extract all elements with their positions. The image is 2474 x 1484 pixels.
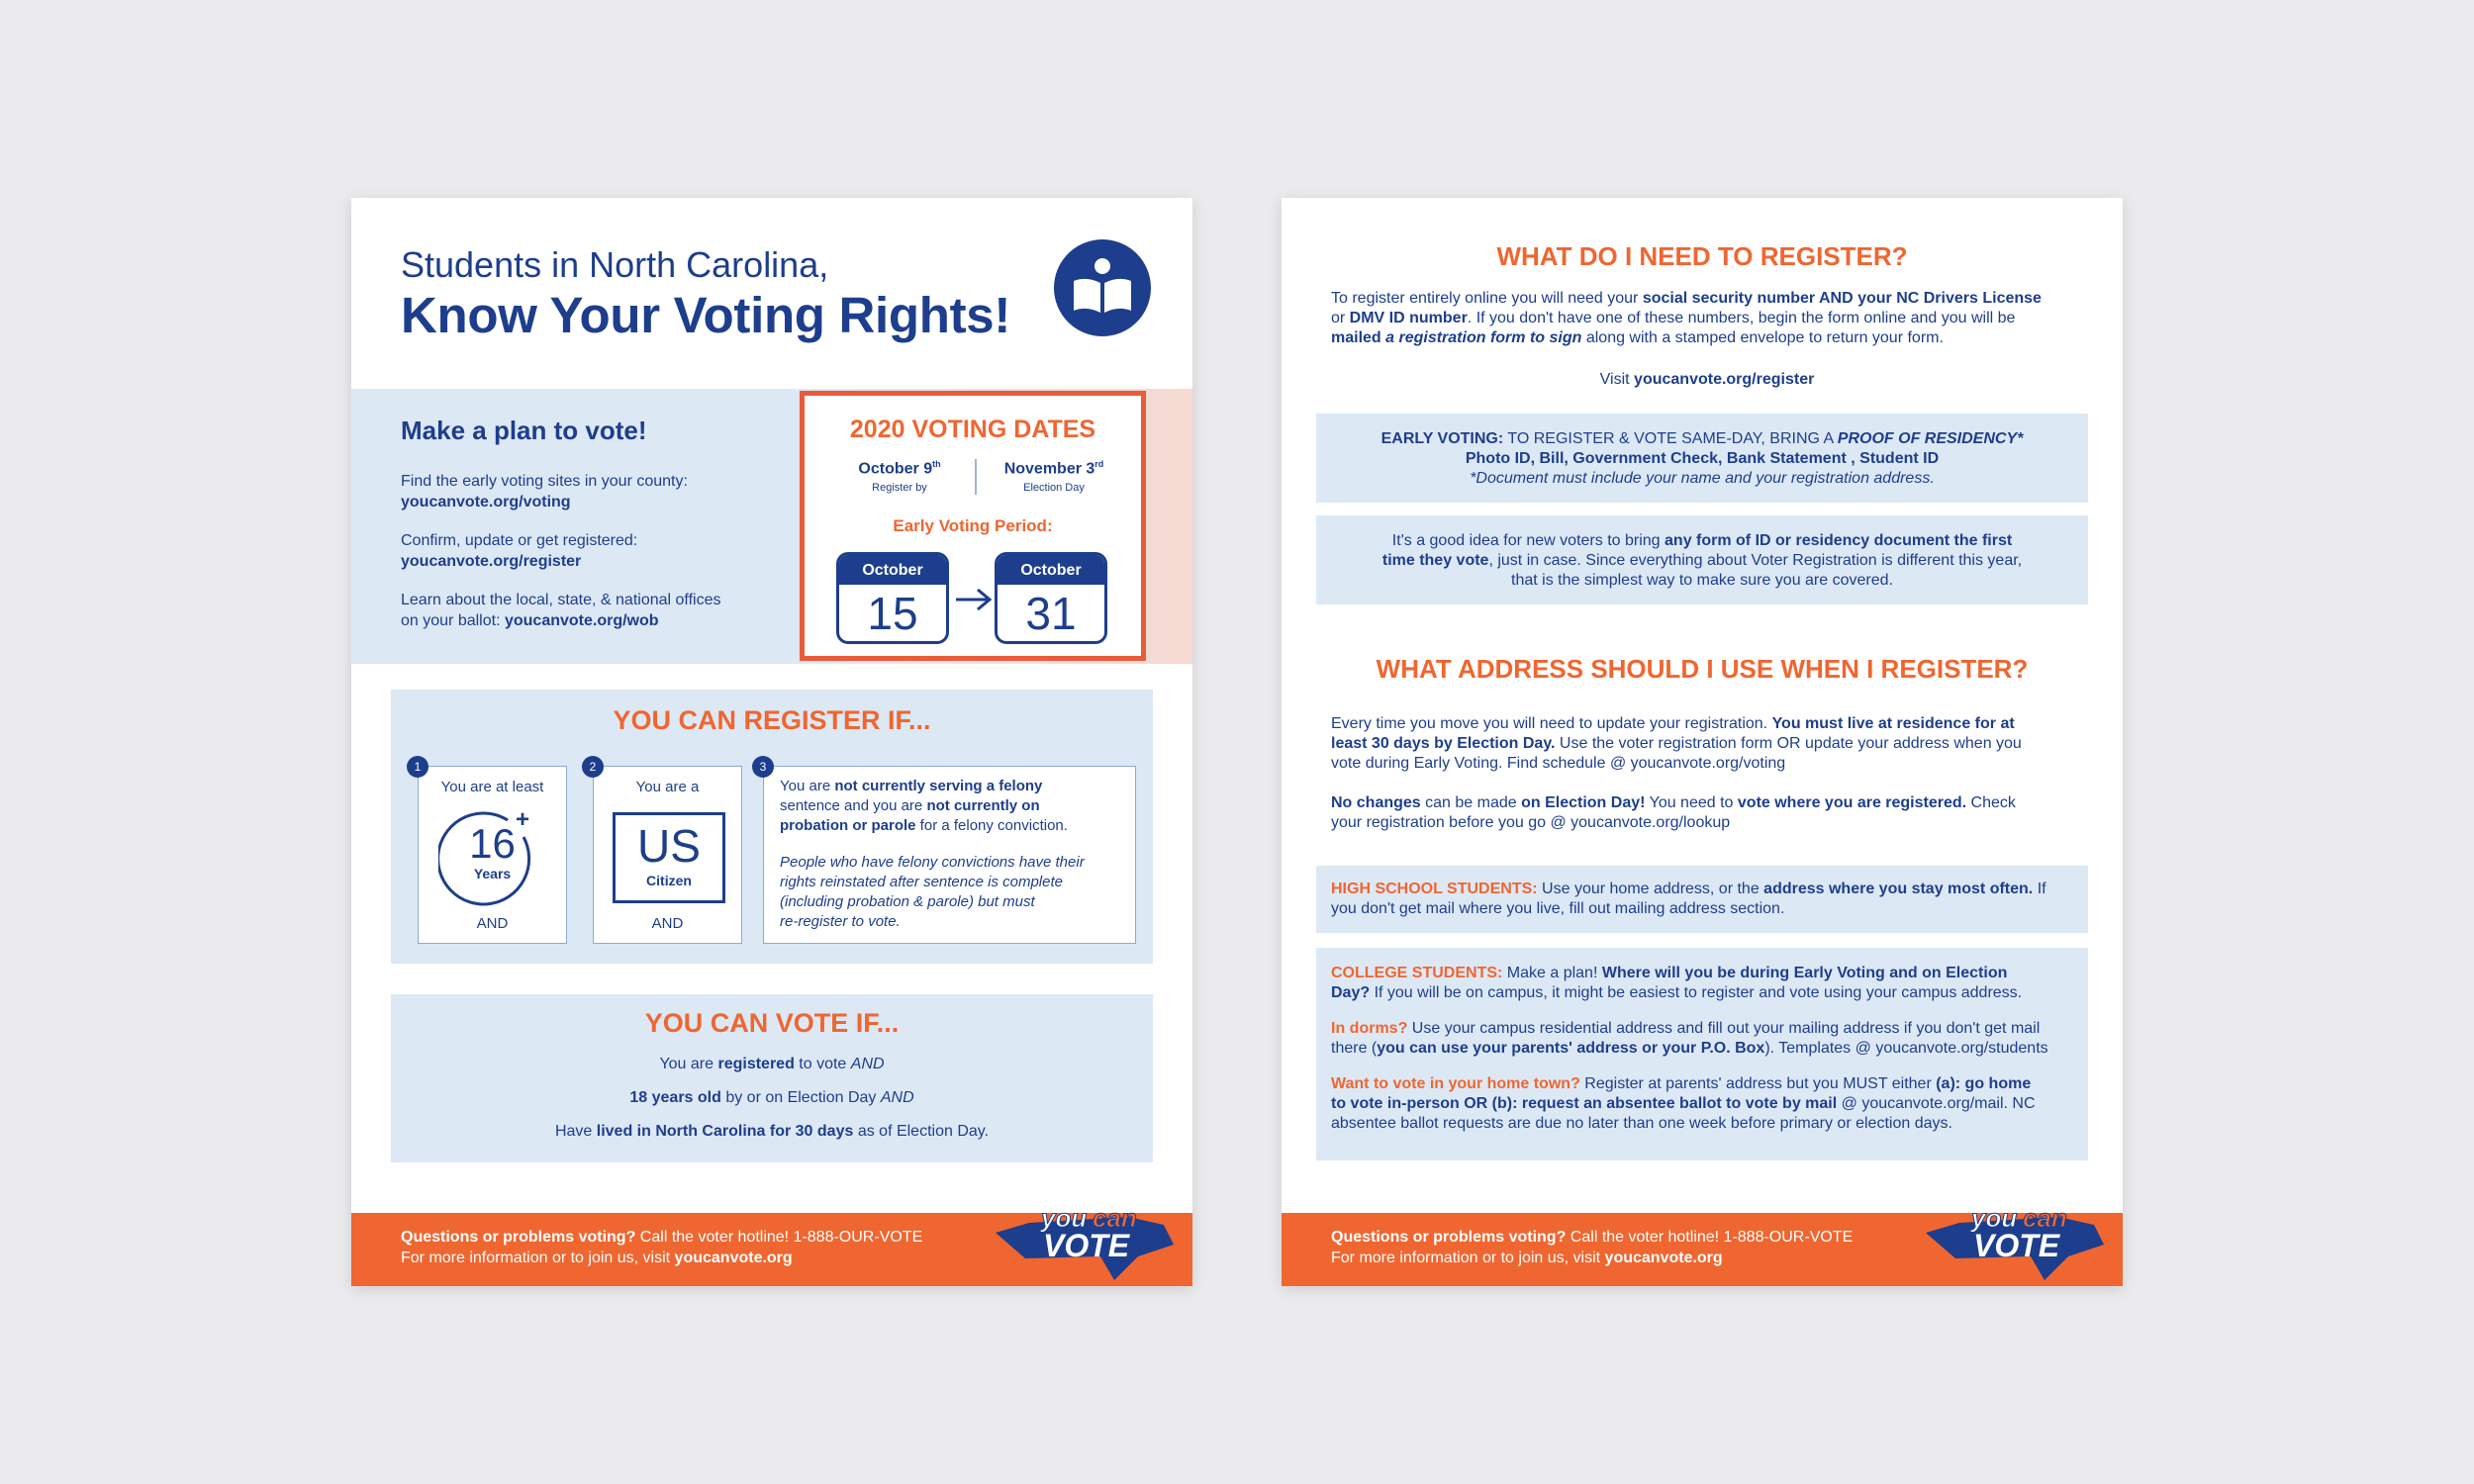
svg-text:you: you xyxy=(1041,1203,1088,1233)
college-box: COLLEGE STUDENTS: Make a plan! Where will you be during Early Voting and on Election Day? If you will be on campus, it might be easiest to register and vote using your campus address. In dorms? Use your campus residential address and fill out your mailing address if you don't get mail there (you can use your parents' address or your P.O. Box). Templates @ youcanvote.org/students Want to vote in your home town? Register at parents' address but you MUST either (a): go home to vote in-person OR (b): request an absentee ballot to vote by mail @ youcanvote.org/mail. NC absentee ballot requests are due no later than one week before primary or election days. xyxy=(1316,948,2088,1160)
footer-link[interactable]: youcanvote.org xyxy=(674,1250,793,1266)
footer xyxy=(1282,1203,2123,1286)
register-needs-heading: WHAT DO I NEED TO REGISTER? xyxy=(1496,241,1908,271)
step-number-2: 2 xyxy=(582,756,604,778)
register-section xyxy=(391,690,1153,964)
plan-item-voting-sites xyxy=(401,471,688,512)
step-number-3: 3 xyxy=(752,756,774,778)
age-number: 16 xyxy=(469,820,516,867)
page-title: Know Your Voting Rights! xyxy=(401,287,1011,343)
plan-item-text: Learn about the local, state, & national offices xyxy=(401,592,721,608)
plan-heading: Make a plan to vote! xyxy=(401,416,647,445)
plan-item-register xyxy=(401,530,637,572)
us-citizen-icon: US Citizen xyxy=(613,812,725,903)
ballot-link[interactable]: youcanvote.org/wob xyxy=(504,612,659,629)
plan-item-text: Find the early voting sites in your county: xyxy=(401,473,688,490)
register-needs-text: To register entirely online you will need your social security number AND your NC Drivers License or DMV ID number. If you don't have one of these numbers, begin the form online and you will be mailed a registration form to sign along with a stamped envelope to return your form. xyxy=(1331,290,2042,346)
flyer-page-front xyxy=(351,198,1192,1286)
flyer-page-back xyxy=(1282,198,2123,1286)
requirement-citizen-card: You are a US Citizen AND xyxy=(593,766,742,944)
arrow-right-icon xyxy=(954,586,994,613)
address-heading: WHAT ADDRESS SHOULD I USE WHEN I REGISTER? xyxy=(1376,654,2029,684)
plan-item-ballot xyxy=(401,590,720,631)
no-changes-text: No changes can be made on Election Day! You need to vote where you are registered. Check your registration before you go @ youcanvote.org/lookup xyxy=(1331,794,2016,831)
calendar-end: October 31 xyxy=(995,552,1107,644)
vote-section xyxy=(391,994,1153,1162)
requirement-age-card: You are at least 16 + Years AND xyxy=(418,766,567,944)
step-number-1: 1 xyxy=(407,756,428,778)
footer-info: For more information or to join us, visit youcanvote.org xyxy=(401,1250,793,1266)
svg-text:can: can xyxy=(1093,1203,1137,1233)
footer xyxy=(351,1203,1192,1286)
vote-heading: YOU CAN VOTE IF... xyxy=(644,1008,900,1038)
calendar-start: October 15 xyxy=(836,552,949,644)
voting-dates-heading: 2020 VOTING DATES xyxy=(849,416,1096,443)
you-can-vote-logo xyxy=(1920,1199,2108,1282)
requirement-felony-card: You are not currently serving a felony sentence and you are not currently on probation or parole for a felony conviction. People who have felony convictions have their rights reinstated after sentence is complete (including probation & parole) but must re-register to vote. xyxy=(763,766,1136,944)
title-line-1: Students in North Carolina, xyxy=(401,244,829,285)
vote-requirement-registered: You are registered to vote AND xyxy=(659,1056,885,1072)
id-advice-box: It's a good idea for new voters to bring any form of ID or residency document the first time they vote, just in case. Since everything about Voter Registration is different this year, that is the simplest way to make sure you are covered. xyxy=(1316,515,2088,604)
voting-link[interactable]: youcanvote.org/voting xyxy=(401,494,571,510)
register-heading: YOU CAN REGISTER IF... xyxy=(613,705,931,735)
svg-text:you: you xyxy=(1971,1203,2018,1233)
age-plus: + xyxy=(516,806,530,833)
moving-text: Every time you move you will need to update your registration. You must live at residence for at least 30 days by Election Day. Use the voter registration form OR update your address when you vote during Early Voting. Find schedule @ youcanvote.org/voting xyxy=(1331,715,2022,772)
register-link[interactable]: youcanvote.org/register xyxy=(1634,371,1815,388)
visit-register-line: Visit youcanvote.org/register xyxy=(1599,371,1815,388)
high-school-box: HIGH SCHOOL STUDENTS: Use your home address, or the address where you stay most often. If you don't get mail where you live, fill out mailing address section. xyxy=(1316,866,2088,933)
plan-item-text: Confirm, update or get registered: xyxy=(401,532,638,549)
early-voting-label: Early Voting Period: xyxy=(893,516,1053,535)
plan-item-text: on your ballot: xyxy=(401,612,501,629)
svg-text:can: can xyxy=(2023,1203,2067,1233)
register-link[interactable]: youcanvote.org/register xyxy=(401,553,582,570)
footer-hotline: Questions or problems voting? Call the voter hotline! 1-888-OUR-VOTE xyxy=(1331,1229,1854,1246)
student-reading-icon xyxy=(1054,239,1151,336)
register-by-date: October 9th Register by xyxy=(858,459,941,495)
voting-dates-box xyxy=(800,391,1146,661)
vote-requirement-age: 18 years old by or on Election Day AND xyxy=(629,1089,914,1106)
you-can-vote-logo xyxy=(990,1199,1178,1282)
footer-info: For more information or to join us, visit youcanvote.org xyxy=(1331,1250,1723,1266)
early-voting-box: EARLY VOTING: TO REGISTER & VOTE SAME-DAY, BRING A PROOF OF RESIDENCY* Photo ID, Bill, Government Check, Bank Statement , Student ID *Document must include your name and your registration address. xyxy=(1316,414,2088,503)
vote-requirement-residency: Have lived in North Carolina for 30 days as of Election Day. xyxy=(554,1123,990,1140)
svg-text:VOTE: VOTE xyxy=(1043,1228,1130,1263)
footer-hotline: Questions or problems voting? Call the voter hotline! 1-888-OUR-VOTE xyxy=(401,1229,923,1246)
election-day-date: November 3rd Election Day xyxy=(1003,459,1104,495)
svg-text:VOTE: VOTE xyxy=(1973,1228,2060,1263)
footer-link[interactable]: youcanvote.org xyxy=(1604,1250,1723,1266)
date-divider xyxy=(975,459,977,495)
